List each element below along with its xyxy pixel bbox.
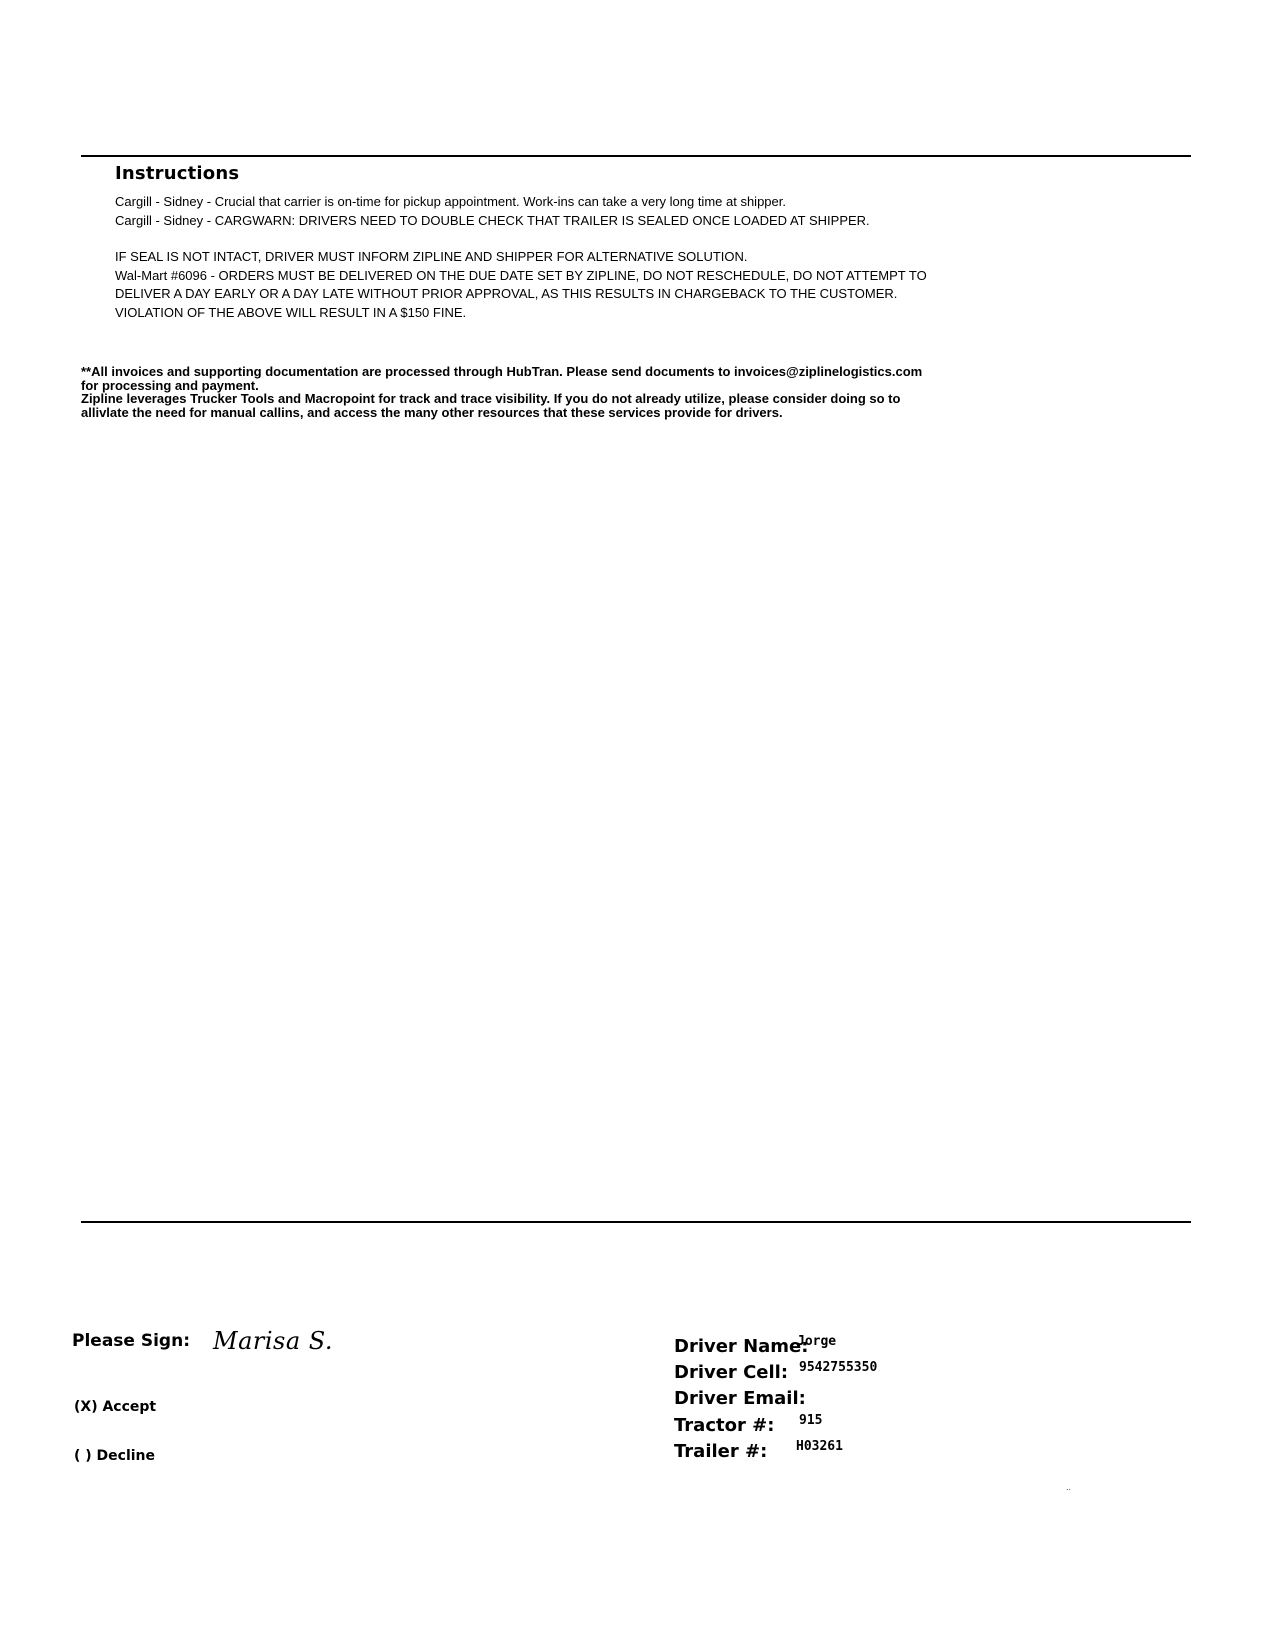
trailer-value[interactable]: H03261 — [796, 1439, 843, 1454]
decline-option[interactable]: ( ) Decline — [74, 1448, 156, 1464]
trailer-label: Trailer #: — [674, 1441, 768, 1462]
footer-mark: .. — [1066, 1482, 1072, 1492]
please-sign-label: Please Sign: — [72, 1331, 190, 1351]
driver-cell-value[interactable]: 9542755350 — [799, 1360, 878, 1375]
instructions-block-seal-walmart — [115, 248, 927, 322]
invoice-note-line: Zipline leverages Trucker Tools and Macropoint for track and trace visibility. If you do not already utilize, please consider doing so to — [81, 391, 901, 406]
bottom-divider — [81, 1221, 1191, 1223]
instruction-line: Wal-Mart #6096 - ORDERS MUST BE DELIVERED ON THE DUE DATE SET BY ZIPLINE, DO NOT RESCHEDULE, DO NOT ATTEMPT TO — [115, 267, 927, 283]
instructions-heading: Instructions — [115, 163, 240, 184]
instructions-block-cargill — [115, 193, 870, 230]
accept-option[interactable]: (X) Accept — [74, 1399, 157, 1415]
tractor-value[interactable]: 915 — [799, 1413, 823, 1428]
instruction-line: DELIVER A DAY EARLY OR A DAY LATE WITHOUT PRIOR APPROVAL, AS THIS RESULTS IN CHARGEBACK TO THE CUSTOMER. — [115, 286, 898, 301]
invoice-notes — [81, 365, 922, 419]
driver-cell-label: Driver Cell: — [674, 1362, 789, 1383]
invoice-note-line: for processing and payment. — [81, 377, 259, 393]
driver-name-value[interactable]: Jorge — [797, 1334, 837, 1349]
instruction-line: Cargill - Sidney - Crucial that carrier is on-time for pickup appointment. Work-ins can take a very long time at shipper. — [115, 194, 786, 209]
driver-email-label: Driver Email: — [674, 1388, 806, 1409]
instruction-line: VIOLATION OF THE ABOVE WILL RESULT IN A $150 FINE. — [115, 304, 467, 320]
invoice-note-line: **All invoices and supporting documentation are processed through HubTran. Please send documents to invoices@ziplinelogistics.com — [81, 364, 923, 379]
driver-name-label: Driver Name: — [674, 1336, 809, 1357]
instruction-line: IF SEAL IS NOT INTACT, DRIVER MUST INFORM ZIPLINE AND SHIPPER FOR ALTERNATIVE SOLUTION. — [115, 249, 748, 264]
instruction-line: Cargill - Sidney - CARGWARN: DRIVERS NEED TO DOUBLE CHECK THAT TRAILER IS SEALED ONCE LOADED AT SHIPPER. — [115, 212, 870, 228]
signature-field[interactable]: Marisa S. — [213, 1327, 333, 1355]
tractor-label: Tractor #: — [674, 1415, 775, 1436]
invoice-note-line: allivlate the need for manual callins, and access the many other resources that these services provide for drivers. — [81, 404, 783, 420]
top-divider — [81, 155, 1191, 157]
